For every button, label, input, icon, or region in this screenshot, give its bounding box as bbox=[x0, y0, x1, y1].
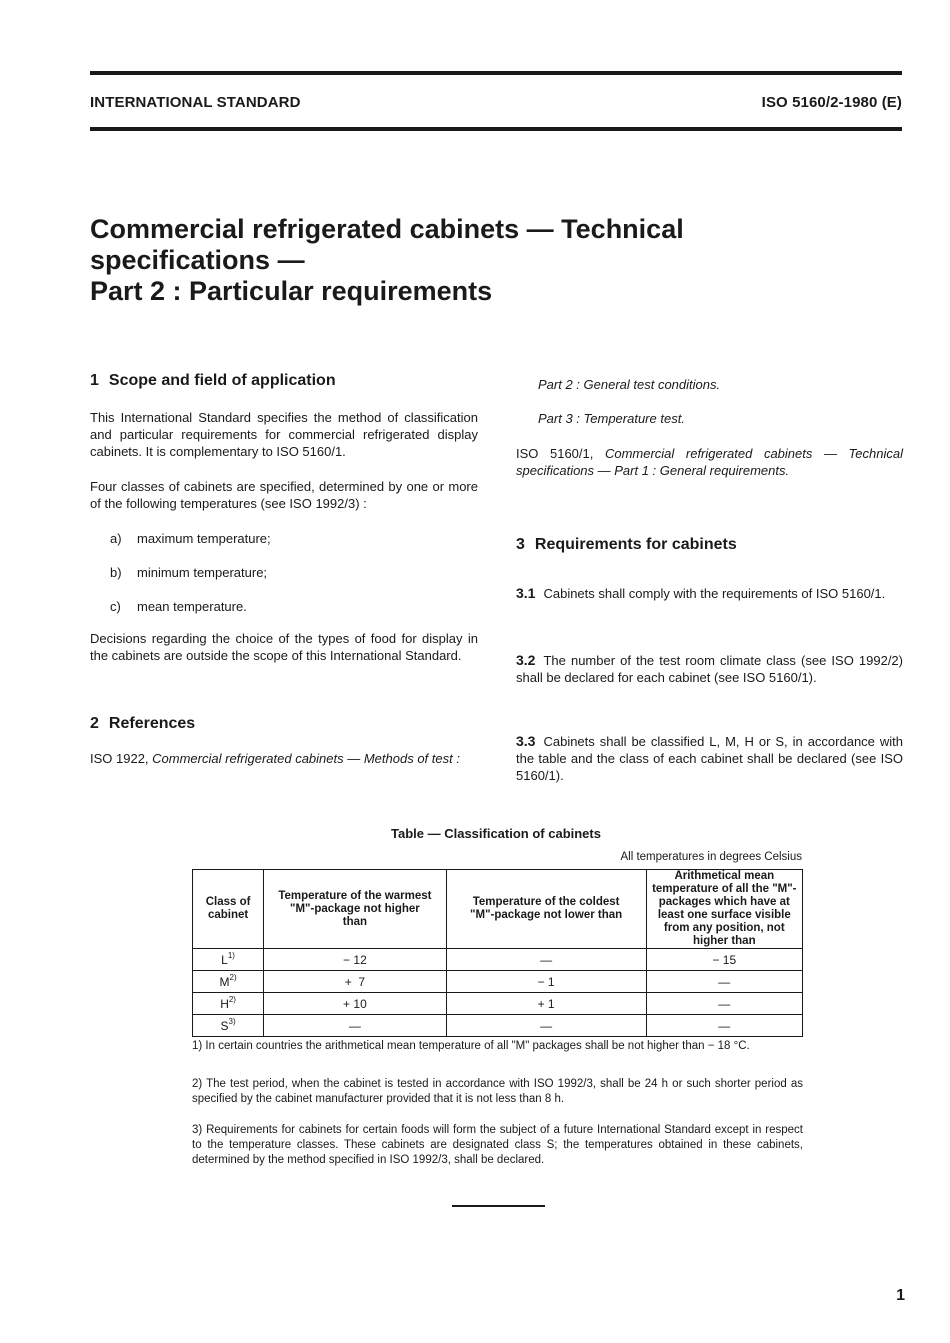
end-of-text-rule bbox=[452, 1205, 545, 1207]
header-warmest: Temperature of the warmest "M"-package not higher than bbox=[264, 870, 446, 949]
class-letter: H bbox=[220, 996, 229, 1011]
cell-warmest: − 12 bbox=[264, 949, 446, 971]
section-3-title: Requirements for cabinets bbox=[534, 536, 737, 553]
section-2-heading bbox=[90, 715, 478, 732]
table-row bbox=[193, 971, 803, 993]
clause-3-3-number: 3.3 bbox=[516, 733, 536, 749]
page-number: 1 bbox=[896, 1287, 905, 1304]
list-item-a bbox=[110, 530, 271, 547]
list-text-c: mean temperature. bbox=[137, 599, 247, 614]
reference-iso-5160-1 bbox=[516, 445, 903, 479]
section-1-number: 1 bbox=[90, 372, 99, 389]
title-line-1: Commercial refrigerated cabinets — Technical bbox=[90, 214, 684, 244]
clause-3-1-text: Cabinets shall comply with the requirements of ISO 5160/1. bbox=[543, 586, 886, 601]
section-2-number: 2 bbox=[90, 715, 99, 732]
cell-coldest: + 1 bbox=[446, 993, 646, 1015]
list-text-b: minimum temperature; bbox=[137, 565, 268, 580]
footnote-ref: 2) bbox=[228, 994, 236, 1004]
clause-3-3 bbox=[516, 733, 903, 784]
header-coldest: Temperature of the coldest "M"-package not lower than bbox=[446, 870, 646, 949]
footnote-ref: 3) bbox=[228, 1016, 236, 1026]
table-row bbox=[193, 1015, 803, 1037]
header-doc-type: INTERNATIONAL STANDARD bbox=[90, 94, 301, 111]
header-standard-number: ISO 5160/2-1980 (E) bbox=[761, 94, 902, 111]
cell-class bbox=[193, 971, 264, 993]
class-letter: S bbox=[220, 1018, 229, 1033]
title-line-3: Part 2 : Particular requirements bbox=[90, 276, 493, 306]
reference-2-code: ISO 5160/1, bbox=[516, 446, 605, 461]
cell-warmest: — bbox=[264, 1015, 446, 1037]
footnote-3: 3) Requirements for cabinets for certain foods will form the subject of a future International Standard except in respect to the temperature classes. These cabinets are designated class S; the temperatures obtained in these cabinets, determined by the method specified in ISO 1992/3, shall be declared. bbox=[192, 1124, 803, 1166]
cell-mean: — bbox=[646, 993, 802, 1015]
footnote-2: 2) The test period, when the cabinet is tested in accordance with ISO 1992/3, shall be 24 h or such shorter period as specified by the cabinet manufacturer provided that it is not less than 8 h. bbox=[192, 1078, 803, 1105]
section-1-paragraph-3: Decisions regarding the choice of the types of food for display in the cabinets are outside the scope of this International Standard. bbox=[90, 631, 478, 663]
cell-mean: − 15 bbox=[646, 949, 802, 971]
table-row bbox=[193, 993, 803, 1015]
list-label-b: b) bbox=[110, 565, 122, 580]
section-1-heading bbox=[90, 372, 478, 389]
reference-part-2: Part 2 : General test conditions. bbox=[538, 377, 721, 392]
section-1-paragraph-2: Four classes of cabinets are specified, determined by one or more of the following temperatures (see ISO 1992/3) : bbox=[90, 479, 478, 511]
clause-3-3-text: Cabinets shall be classified L, M, H or S, in accordance with the table and the class of each cabinet shall be declared (see ISO 5160/1). bbox=[516, 734, 903, 783]
title-line-2: specifications — bbox=[90, 245, 305, 275]
section-3-number: 3 bbox=[516, 536, 525, 553]
footnote-1: 1) In certain countries the arithmetical mean temperature of all "M" packages shall be not higher than − 18 °C. bbox=[192, 1040, 750, 1052]
cell-coldest: — bbox=[446, 1015, 646, 1037]
list-item-b bbox=[110, 564, 267, 581]
cell-class bbox=[193, 993, 264, 1015]
section-1-paragraph-1: This International Standard specifies the method of classification and particular requirements for commercial refrigerated display cabinets. It is complementary to ISO 5160/1. bbox=[90, 410, 478, 459]
clause-3-1 bbox=[516, 585, 903, 602]
cell-coldest: — bbox=[446, 949, 646, 971]
cell-warmest: + 10 bbox=[264, 993, 446, 1015]
reference-part-3: Part 3 : Temperature test. bbox=[538, 411, 685, 426]
cell-mean: — bbox=[646, 1015, 802, 1037]
cell-mean: — bbox=[646, 971, 802, 993]
list-item-c bbox=[110, 598, 247, 615]
clause-3-1-number: 3.1 bbox=[516, 585, 536, 601]
list-label-a: a) bbox=[110, 531, 122, 546]
table-header-row bbox=[193, 870, 803, 949]
reference-iso-1922 bbox=[90, 750, 478, 767]
section-1-title: Scope and field of application bbox=[108, 372, 336, 389]
header-top-rule bbox=[90, 71, 902, 75]
document-title bbox=[90, 214, 830, 307]
footnote-ref: 1) bbox=[227, 950, 235, 960]
cell-coldest: − 1 bbox=[446, 971, 646, 993]
section-3-heading bbox=[516, 536, 903, 553]
cell-class bbox=[193, 1015, 264, 1037]
header-bottom-rule bbox=[90, 127, 902, 131]
cell-warmest: + 7 bbox=[264, 971, 446, 993]
list-text-a: maximum temperature; bbox=[137, 531, 271, 546]
header-class: Class of cabinet bbox=[193, 870, 264, 949]
header-mean: Arithmetical mean temperature of all the "M"-packages which have at least one surface visible from any position, not higher than bbox=[646, 870, 802, 949]
clause-3-2-number: 3.2 bbox=[516, 652, 536, 668]
table-title: Table — Classification of cabinets bbox=[391, 826, 601, 841]
reference-1-title: Commercial refrigerated cabinets — Methods of test : bbox=[152, 751, 460, 766]
table-row bbox=[193, 949, 803, 971]
classification-table bbox=[192, 869, 803, 1037]
section-2-title: References bbox=[108, 715, 196, 732]
cell-class bbox=[193, 949, 264, 971]
footnote-ref: 2) bbox=[229, 972, 237, 982]
reference-1-code: ISO 1922, bbox=[90, 751, 153, 766]
list-label-c: c) bbox=[110, 599, 121, 614]
class-letter: M bbox=[219, 974, 230, 989]
class-letter: L bbox=[221, 952, 228, 967]
table-units-note: All temperatures in degrees Celsius bbox=[620, 851, 802, 863]
clause-3-2 bbox=[516, 652, 903, 686]
clause-3-2-text: The number of the test room climate class (see ISO 1992/2) shall be declared for each cabinet (see ISO 5160/1). bbox=[516, 653, 903, 685]
reference-2-title: Commercial refrigerated cabinets — Technical specifications — Part 1 : General requirements. bbox=[516, 446, 903, 478]
